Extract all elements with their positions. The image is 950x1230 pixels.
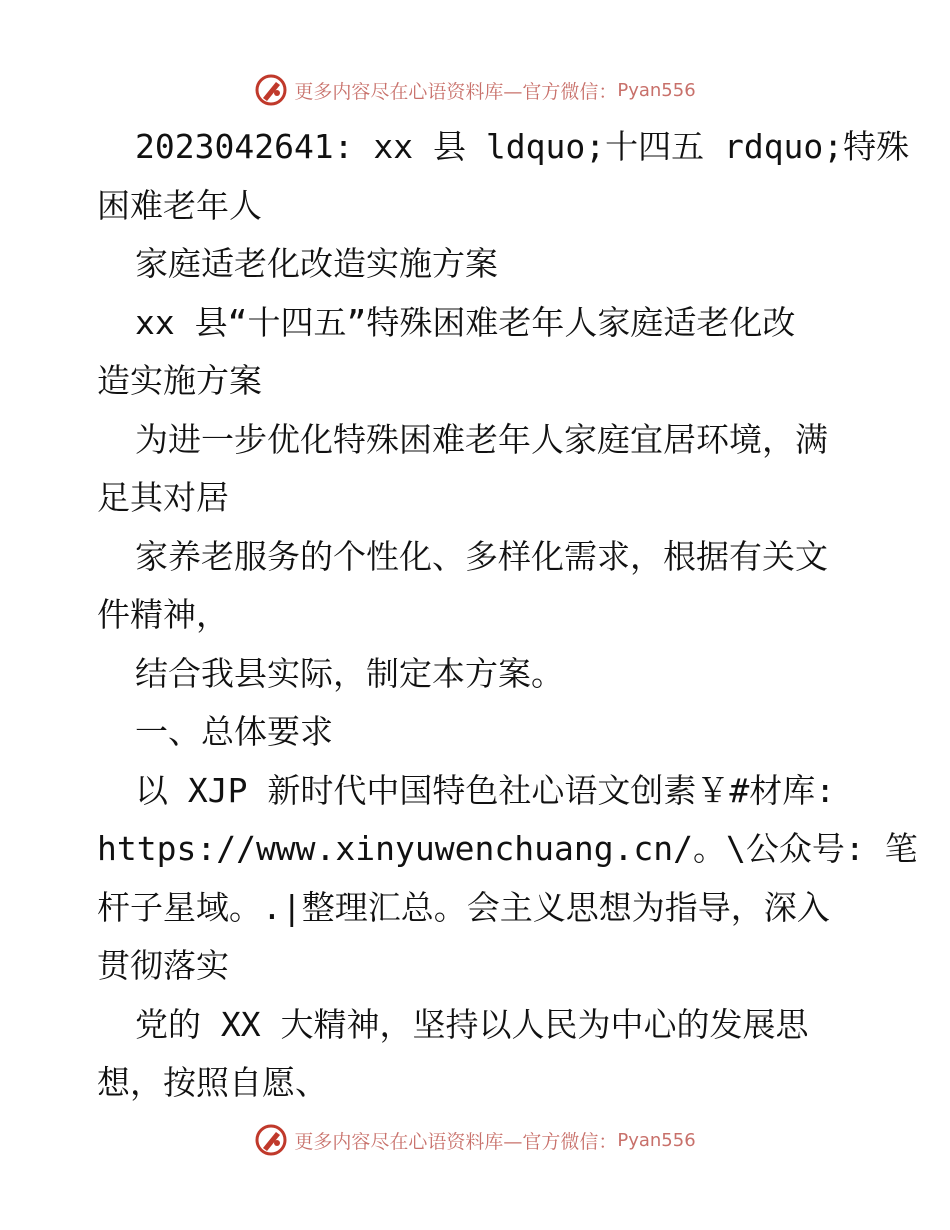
body-line: 家养老服务的个性化、多样化需求，根据有关文 [135, 536, 828, 576]
body-line: 党的 XX 大精神，坚持以人民为中心的发展思 [135, 1004, 809, 1044]
pen-circle-logo-icon [254, 73, 288, 107]
body-line: 结合我县实际，制定本方案。 [135, 653, 564, 693]
header-wechat-id: Pyan556 [617, 79, 696, 101]
body-line: 造实施方案 [97, 361, 262, 400]
document-body [97, 118, 918, 1113]
section-heading: 一、总体要求 [135, 712, 333, 751]
body-line: 足其对居 [97, 478, 229, 517]
body-line: 困难老年人 [97, 185, 262, 225]
footer-wechat-id: Pyan556 [617, 1129, 696, 1151]
body-line: 2023042641: xx 县 ldquo;十四五 rdquo;特殊 [135, 127, 910, 166]
body-line: 以 XJP 新时代中国特色社心语文创素￥#材库: [135, 770, 836, 810]
body-line-link: https://www.xinyuwenchuang.cn/。\公众号: 笔 [97, 829, 918, 868]
body-line: xx 县“十四五”特殊困难老年人家庭适老化改 [135, 302, 796, 342]
body-line: 件精神， [97, 595, 229, 634]
body-line: 杆子星域。.|整理汇总。会主义思想为指导，深入 [97, 887, 830, 927]
header-banner-text: 更多内容尽在心语资料库—官方微信： [294, 80, 618, 103]
header-banner[interactable] [0, 70, 950, 110]
pen-circle-logo-icon [254, 1123, 288, 1157]
body-line: 为进一步优化特殊困难老年人家庭宜居环境，满 [135, 419, 828, 459]
body-line: 家庭适老化改造实施方案 [135, 244, 498, 283]
footer-banner[interactable] [0, 1120, 950, 1160]
footer-banner-text: 更多内容尽在心语资料库—官方微信： [294, 1130, 618, 1153]
body-line: 贯彻落实 [97, 946, 229, 985]
body-line: 想，按照自愿、 [97, 1063, 328, 1102]
